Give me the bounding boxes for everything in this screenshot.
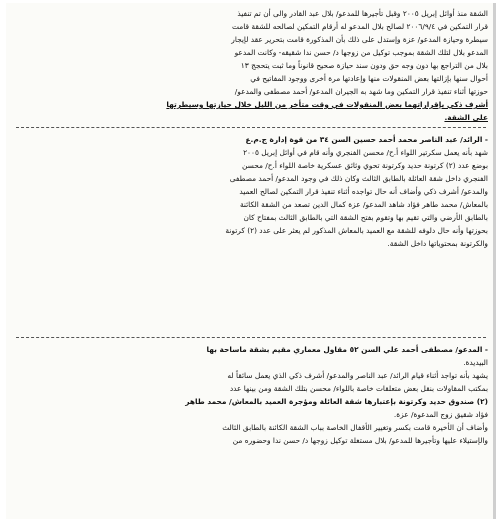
text-line: المدعو بلال لتلك الشقة بموجب توكيل من زوجها د/ حسن ندا شقيقه- وكانت المدعو — [234, 48, 488, 57]
text-line: بالمعاش/ محمد طاهر فؤاد شاهد المدعو/ عزة كمال الدين تصعد من الشقة الكائنة — [239, 200, 488, 209]
witness-header: - المدعو/ مصطفى أحمد علي السن ٥٢ مقاول معماري مقيم بشقة ماساحة بها — [206, 345, 488, 354]
paragraph-one — [12, 7, 488, 124]
text-line: وأضاف أن الأخيرة قامت بكسر وتغيير الأقفال الخاصة بباب الشقة الكائنة بالطابق الثالث — [222, 423, 488, 432]
section-divider — [16, 127, 486, 128]
section-divider — [16, 337, 486, 338]
text-line: سيطرة وحيازة المدعو/ عزة وإستدل على ذلك بأن المذكورة قامت بتحرير عقد لإيجار — [231, 35, 488, 44]
witness-two-section — [12, 343, 488, 447]
text-line: أحوال سنها بإزالتها بعض المنقولات منها وإعادتها مرة أخرى ووجود المفاتيح في — [250, 74, 488, 83]
text-line: والكرتونة بمحتوياتها داخل الشقة. — [387, 239, 488, 248]
text-line: حوزتها أثناء تنفيذ قرار التمكين وما شهد به الجيران المدعو/ أحمد مصطفى والمدعو/ — [234, 87, 488, 96]
witness-header: - الرائد/ عبد الناصر محمد أحمد حسين السن ٣٤ من قوة إدارة ج.م.ع — [245, 135, 488, 144]
scanned-document-page — [6, 3, 496, 519]
underlined-text: أشرف ذكي بإقراراتهما بعض المنقولات في وقت متأخر من الليل خلال حيازتها وسيطرتها — [166, 100, 488, 109]
text-line: (٢) صندوق حديد وكرتونة بإعتبارها شقة العائلة ومؤجرة العميد بالمعاش/ محمد طاهر — [185, 397, 488, 406]
text-line: بحوزتها وأنه حال دلوفه للشقة مع العميد بالمعاش المذكور لم يعثر على عدد (٢) كرتونة — [225, 226, 488, 235]
text-line: الشقة منذ أوائل إبريل ٢٠٠٥ وقبل تأجيرها للمدعو/ بلال عبد القادر والى أن تم تنفيذ — [237, 9, 488, 18]
text-line: بالطابق الأرضي والتي تقيم بها وتقوم بفتح الشقة التي بالطابق الثالث بمفتاح كان — [243, 213, 488, 222]
text-line-underlined — [12, 98, 488, 111]
text-line: بلال من التراجع بها دون وجه حق ودون سند حيازة صحيح قانوناً وما ثبت يتحجج ١٣ — [240, 61, 488, 70]
text-line: فؤاد شقيق زوج المدعوة/ عزة. — [393, 410, 488, 419]
text-line: الفنجري داخل شقة العائلة بالطابق الثالث وكان ذلك في وجود المدعو/ أحمد مصطفى — [229, 174, 488, 183]
scan-edge — [493, 3, 496, 519]
text-line: والإستيلاء عليها وتأجيرها للمدعو/ بلال مستغلة توكيل زوجها د/ حسن ندا وحضوره من — [232, 436, 488, 445]
text-line: بمكتب المقاولات بنقل بعض متعلقات خاصة باللواء/ محسن بتلك الشقة ومن بينها عدد — [229, 384, 488, 393]
text-line-underlined — [12, 111, 488, 124]
text-line: البيديدة. — [463, 358, 488, 367]
witness-one-section — [12, 133, 488, 250]
text-line: يشهد بأنه تواجد أثناء قيام الرائد/ عبد الناصر والمدعو/ أشرف ذكي الذي يعمل سائقاً له — [227, 371, 488, 380]
text-line: والمدعو/ أشرف ذكي وأضاف أنه حال تواجده أثناء تنفيذ قرار التمكين لصالح العميد — [239, 187, 488, 196]
text-line: بوضع عدد (٢) كرتونة حديد وكرتونة تحوي وثائق عسكرية خاصة اللواء أ.ح/ محسن — [241, 161, 488, 170]
text-line: قرار التمكين في ٢٠٠٦/٩/٤ لصالح بلال المدعو له أرقام التمكين لصالحه للشقة قامت — [232, 22, 488, 31]
text-line: شهد بأنه يعمل سكرتير اللواء أ.ح/ محسن الفنجري وأنه قام في أوائل إبريل ٢٠٠٥ — [243, 148, 488, 157]
underlined-text: على الشقة. — [444, 113, 488, 122]
